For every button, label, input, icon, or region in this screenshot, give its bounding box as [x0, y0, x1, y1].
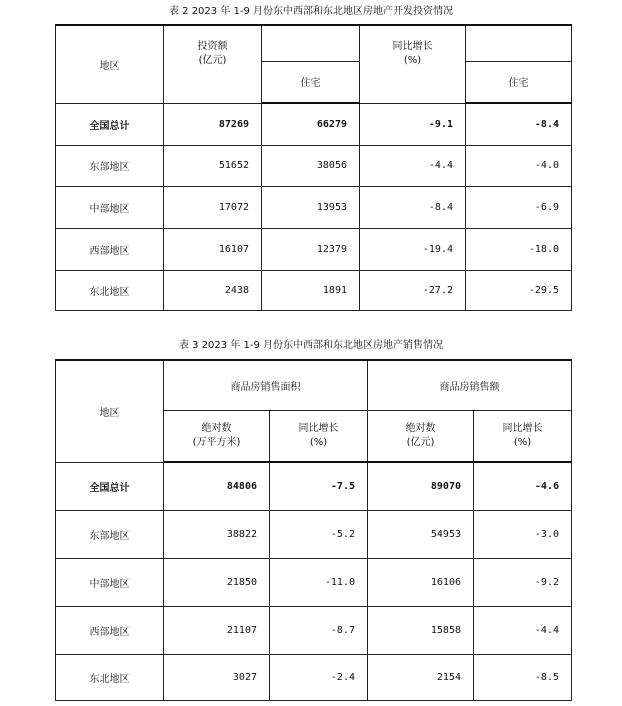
residential-cell: 66279: [262, 103, 360, 145]
header-sales-abs: [368, 410, 474, 462]
yoy-residential-cell: -8.4: [466, 103, 572, 145]
header-investment-label: 投资额: [197, 41, 228, 52]
region-cell: 中部地区: [56, 558, 164, 606]
table-row: [56, 145, 572, 186]
table2: [55, 24, 572, 311]
sales-abs-cell: 2154: [368, 654, 474, 700]
area-abs-cell: 21850: [164, 558, 270, 606]
investment-cell: 87269: [164, 103, 262, 145]
table-row: [56, 510, 572, 558]
header-area-yoy-label: 同比增长: [298, 423, 339, 435]
table-row: [56, 103, 572, 145]
residential-cell: 12379: [262, 228, 360, 270]
header-investment-unit: (亿元): [198, 54, 227, 66]
area-yoy-cell: -11.0: [270, 558, 368, 606]
table-row: [56, 558, 572, 606]
area-yoy-cell: -5.2: [270, 510, 368, 558]
investment-cell: 17072: [164, 186, 262, 228]
header-yoy-unit: (%): [403, 54, 422, 66]
header-sales-abs-label: 绝对数: [405, 423, 436, 435]
investment-cell: 51652: [164, 145, 262, 186]
area-abs-cell: 38822: [164, 510, 270, 558]
region-cell: 全国总计: [56, 103, 164, 145]
header-yoy: [360, 25, 466, 103]
area-abs-cell: 84806: [164, 462, 270, 510]
residential-cell: 13953: [262, 186, 360, 228]
sales-abs-cell: 89070: [368, 462, 474, 510]
sales-yoy-cell: -4.4: [474, 606, 572, 654]
header-area-abs-unit: (万平方米): [192, 436, 241, 448]
table3: [55, 359, 572, 701]
sales-abs-cell: 15858: [368, 606, 474, 654]
region-cell: 东部地区: [56, 510, 164, 558]
sales-abs-cell: 54953: [368, 510, 474, 558]
header-investment-spacer: [262, 25, 360, 61]
yoy-residential-cell: -18.0: [466, 228, 572, 270]
sales-yoy-cell: -8.5: [474, 654, 572, 700]
yoy-cell: -9.1: [360, 103, 466, 145]
table-row: [56, 228, 572, 270]
sales-yoy-cell: -4.6: [474, 462, 572, 510]
region-cell: 东北地区: [56, 270, 164, 310]
sales-yoy-cell: -3.0: [474, 510, 572, 558]
yoy-cell: -4.4: [360, 145, 466, 186]
table3-caption: 表 3 2023 年 1-9 月份东中西部和东北地区房地产销售情况: [178, 340, 444, 351]
header-area-yoy-unit: (%): [309, 436, 328, 448]
region-cell: 西部地区: [56, 228, 164, 270]
header-yoy-spacer: [466, 25, 572, 61]
header-sales-yoy-unit: (%): [513, 436, 532, 448]
yoy-residential-cell: -29.5: [466, 270, 572, 310]
region-cell: 东北地区: [56, 654, 164, 700]
header-region: 地区: [56, 25, 164, 103]
investment-cell: 16107: [164, 228, 262, 270]
area-yoy-cell: -8.7: [270, 606, 368, 654]
area-yoy-cell: -7.5: [270, 462, 368, 510]
header-area-group: 商品房销售面积: [164, 360, 368, 410]
header-yoy-residential: 住宅: [466, 61, 572, 103]
table-row: [56, 606, 572, 654]
header-sales-group: 商品房销售额: [368, 360, 572, 410]
sales-abs-cell: 16106: [368, 558, 474, 606]
header-investment: [164, 25, 262, 103]
yoy-residential-cell: -6.9: [466, 186, 572, 228]
region-cell: 全国总计: [56, 462, 164, 510]
table-row: [56, 186, 572, 228]
table-row: [56, 270, 572, 310]
region-cell: 西部地区: [56, 606, 164, 654]
header-sales-abs-unit: (亿元): [406, 436, 435, 448]
table-row: [56, 462, 572, 510]
sales-yoy-cell: -9.2: [474, 558, 572, 606]
header-sales-yoy-label: 同比增长: [502, 423, 543, 435]
header-region: 地区: [56, 360, 164, 462]
residential-cell: 38056: [262, 145, 360, 186]
table-row: [56, 654, 572, 700]
investment-cell: 2438: [164, 270, 262, 310]
yoy-cell: -8.4: [360, 186, 466, 228]
header-residential: 住宅: [262, 61, 360, 103]
area-yoy-cell: -2.4: [270, 654, 368, 700]
area-abs-cell: 3027: [164, 654, 270, 700]
yoy-cell: -19.4: [360, 228, 466, 270]
yoy-cell: -27.2: [360, 270, 466, 310]
table2-caption: 表 2 2023 年 1-9 月份东中西部和东北地区房地产开发投资情况: [168, 6, 454, 17]
header-area-abs: [164, 410, 270, 462]
header-yoy-label: 同比增长: [392, 41, 433, 52]
header-area-yoy: [270, 410, 368, 462]
header-area-abs-label: 绝对数: [201, 423, 232, 435]
header-sales-yoy: [474, 410, 572, 462]
area-abs-cell: 21107: [164, 606, 270, 654]
yoy-residential-cell: -4.0: [466, 145, 572, 186]
region-cell: 中部地区: [56, 186, 164, 228]
residential-cell: 1891: [262, 270, 360, 310]
region-cell: 东部地区: [56, 145, 164, 186]
